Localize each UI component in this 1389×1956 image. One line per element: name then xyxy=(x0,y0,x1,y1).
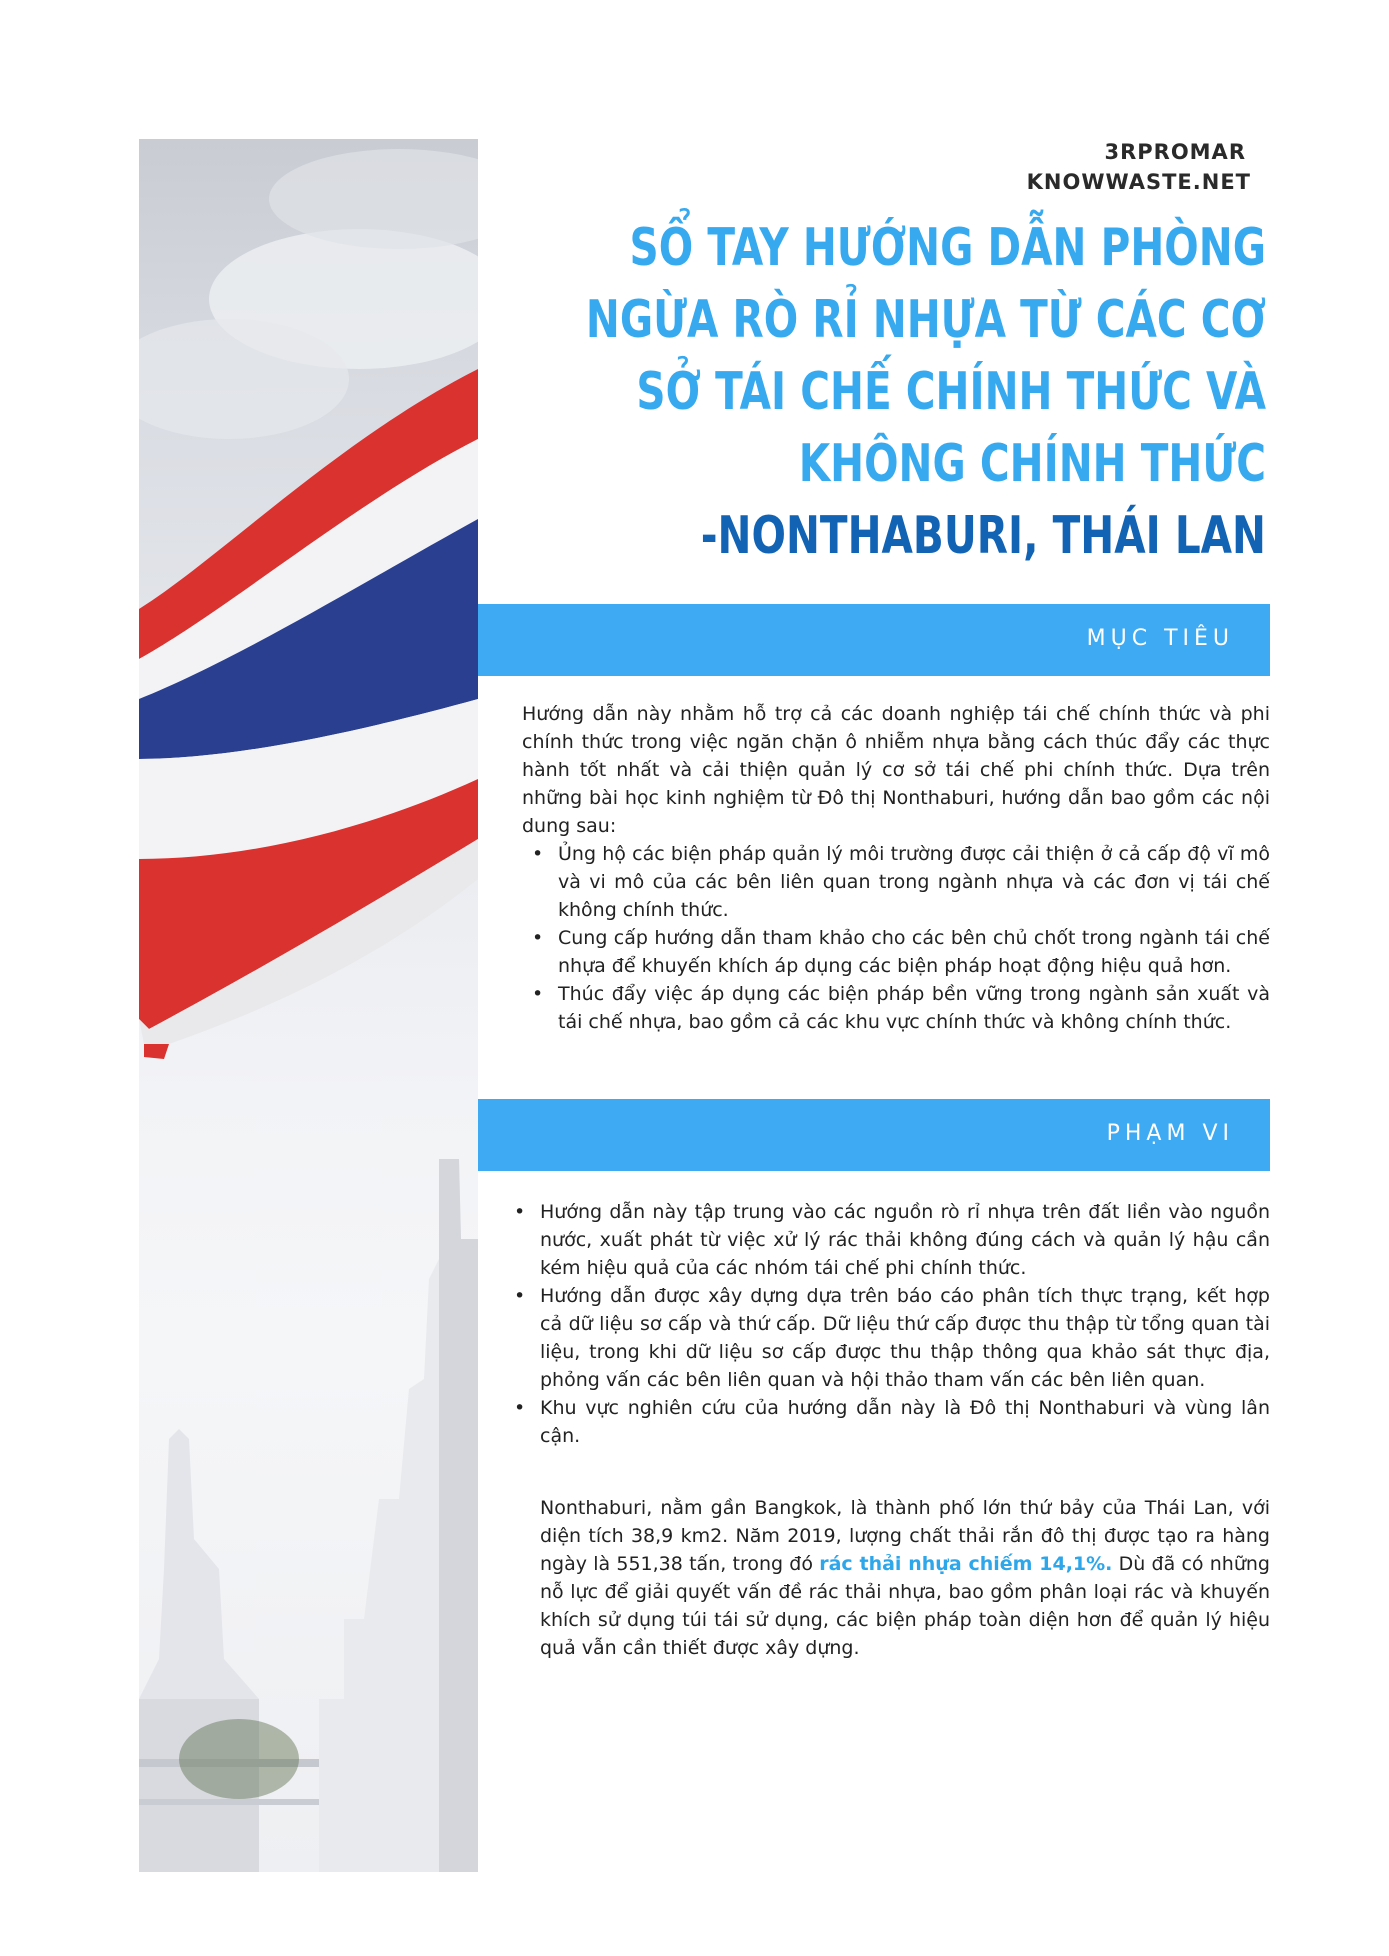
section-heading-bar-objective xyxy=(478,604,1270,676)
thai-flag xyxy=(139,369,478,1059)
title-line-3: SỞ TÁI CHẾ CHÍNH THỨC VÀ xyxy=(636,362,1266,422)
page-title xyxy=(564,212,1266,572)
list-item: • Hướng dẫn được xây dựng dựa trên báo cáo phân tích thực trạng, kết hợp cả dữ liệu sơ cấp và thứ cấp. Dữ liệu thứ cấp được thu thập từ tổng quan tài liệu, trong khi dữ liệu sơ cấp được thu thập thông qua khảo sát thực địa, phỏng vấn các bên liên quan và hội thảo tham vấn các bên liên quan. xyxy=(504,1282,1270,1394)
section-heading-scope: PHẠM VI xyxy=(1106,1121,1234,1146)
scope-list xyxy=(504,1198,1270,1450)
page-subtitle: -NONTHABURI, THÁI LAN xyxy=(700,506,1266,566)
section-heading-bar-scope xyxy=(478,1099,1270,1171)
flag-and-temple-illustration xyxy=(139,139,478,1872)
section-heading-objective: MỤC TIÊU xyxy=(1086,626,1234,651)
highlight-plastic-share: rác thải nhựa chiếm 14,1%. xyxy=(819,1553,1113,1575)
title-line-2: NGỪA RÒ RỈ NHỰA TỪ CÁC CƠ xyxy=(585,290,1266,350)
nonthaburi-paragraph xyxy=(540,1494,1270,1662)
objective-list xyxy=(522,840,1270,1036)
list-item: • Ủng hộ các biện pháp quản lý môi trường được cải thiện ở cả cấp độ vĩ mô và vi mô của các bên liên quan trong ngành nhựa và các đơn vị tái chế không chính thức. xyxy=(522,840,1270,924)
site-label-3rpromar: 3RPROMAR xyxy=(1104,140,1246,164)
title-line-1: SỔ TAY HƯỚNG DẪN PHÒNG xyxy=(629,218,1266,278)
paragraph-text-before: Nonthaburi, nằm gần Bangkok, là thành phố lớn thứ bảy của Thái Lan, với diện tích 38,9 km2. Năm 2019, lượng chất thải rắn đô thị được tạo ra hàng ngày là 551,38 tấn, trong đó xyxy=(540,1497,1270,1575)
list-item: • Hướng dẫn này tập trung vào các nguồn rò rỉ nhựa trên đất liền vào nguồn nước, xuất phát từ việc xử lý rác thải không đúng cách và quản lý hậu cần kém hiệu quả của các nhóm tái chế phi chính thức. xyxy=(504,1198,1270,1282)
paragraph-text-after: Dù đã có những nỗ lực để giải quyết vấn đề rác thải nhựa, bao gồm phân loại rác và khuyến khích sử dụng túi tái sử dụng, các biện pháp toàn diện hơn để quản lý hiệu quả vẫn cần thiết được xây dựng. xyxy=(540,1553,1270,1659)
site-label-knowwaste: KNOWWASTE.NET xyxy=(1026,170,1251,194)
list-item: • Cung cấp hướng dẫn tham khảo cho các bên chủ chốt trong ngành tái chế nhựa để khuyến khích áp dụng các biện pháp hoạt động hiệu quả hơn. xyxy=(522,924,1270,980)
objective-intro: Hướng dẫn này nhằm hỗ trợ cả các doanh nghiệp tái chế chính thức và phi chính thức trong việc ngăn chặn ô nhiễm nhựa bằng cách thúc đẩy các thực hành tốt nhất và cải thiện quản lý cơ sở tái chế phi chính thức. Dựa trên những bài học kinh nghiệm từ Đô thị Nonthaburi, hướng dẫn bao gồm các nội dung sau: xyxy=(522,703,1270,837)
temple-building xyxy=(139,1159,478,1872)
title-line-4: KHÔNG CHÍNH THỨC xyxy=(798,434,1266,494)
thai-flag-photo xyxy=(139,139,478,1872)
list-item: • Thúc đẩy việc áp dụng các biện pháp bền vững trong ngành sản xuất và tái chế nhựa, bao gồm cả các khu vực chính thức và không chính thức. xyxy=(522,980,1270,1036)
list-item: • Khu vực nghiên cứu của hướng dẫn này là Đô thị Nonthaburi và vùng lân cận. xyxy=(504,1394,1270,1450)
